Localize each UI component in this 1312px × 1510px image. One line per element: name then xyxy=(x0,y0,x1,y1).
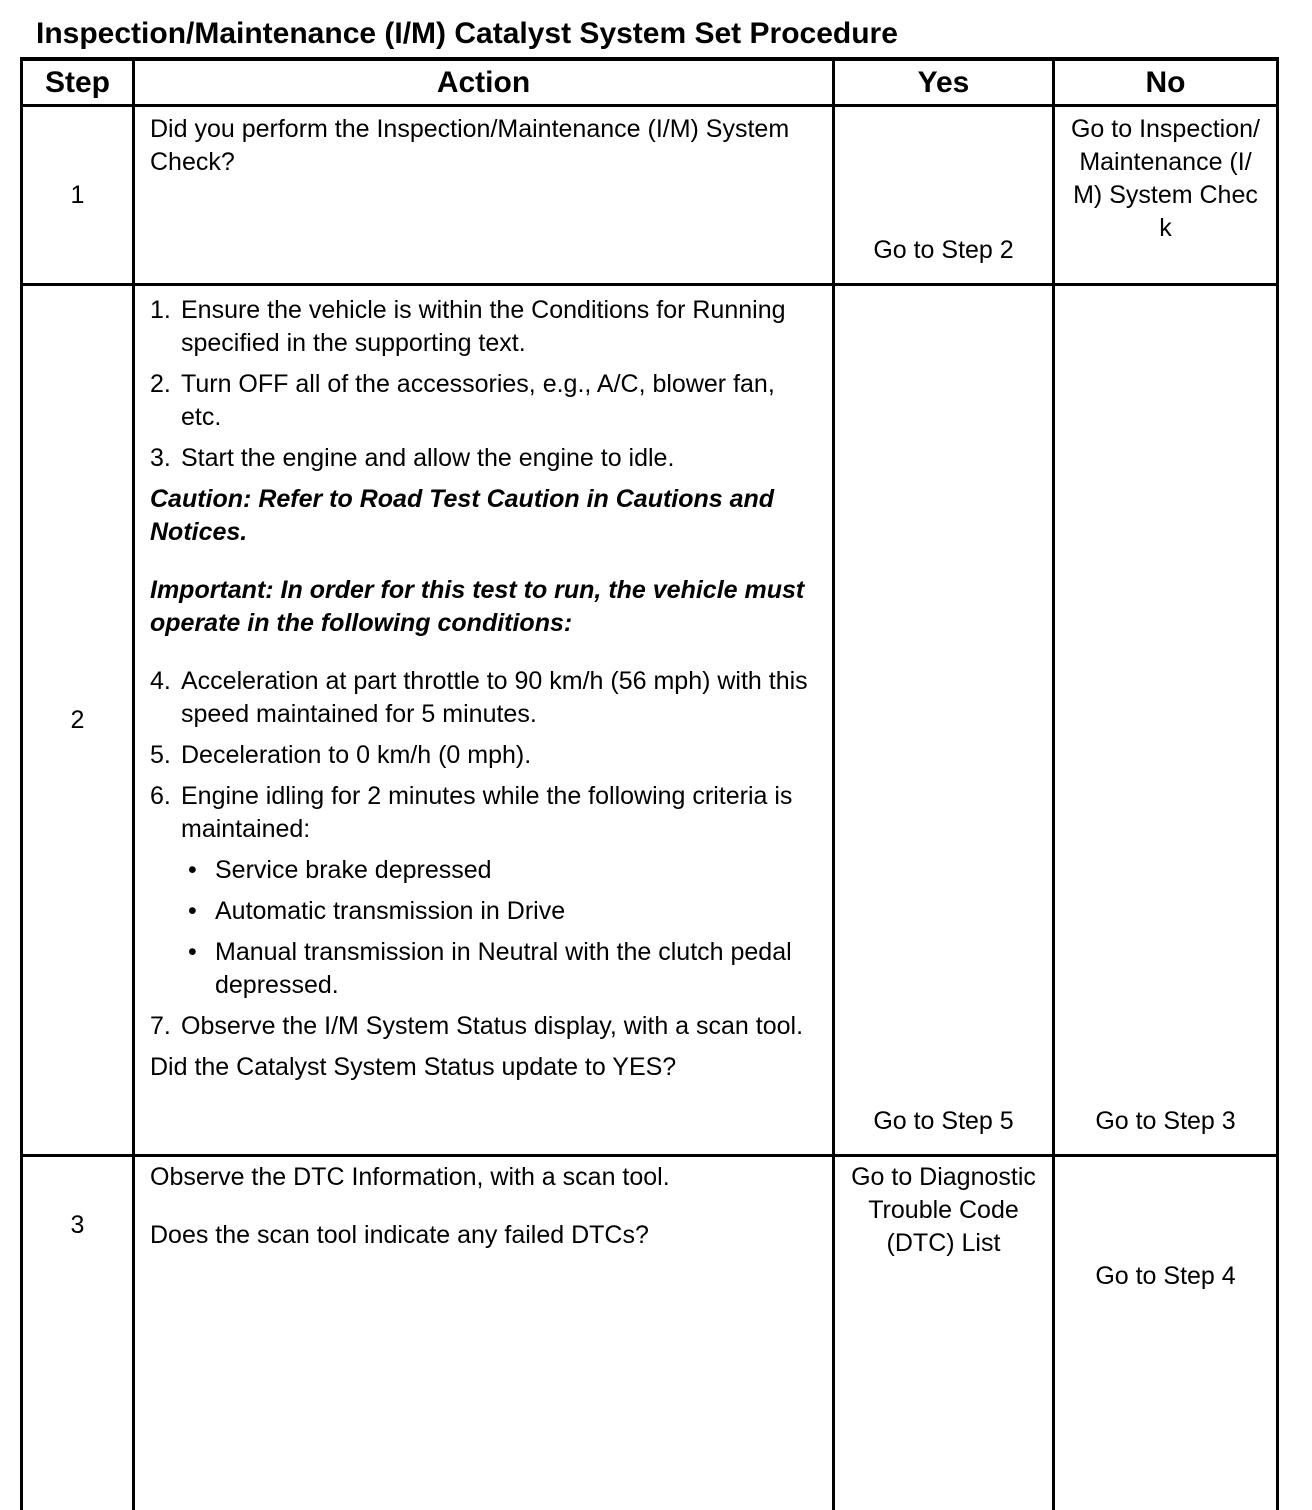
bullet-item xyxy=(150,854,818,887)
question-text: Did the Catalyst System Status update to YES? xyxy=(150,1051,818,1084)
action-text: Did you perform the Inspection/Maintenance (I/M) System Check? xyxy=(150,113,818,179)
procedure-table xyxy=(20,57,1279,1510)
list-item xyxy=(150,739,818,772)
step-number: 2 xyxy=(22,285,134,1156)
list-item xyxy=(150,1010,818,1043)
item-number: 7. xyxy=(150,1010,181,1043)
action-cell xyxy=(134,1156,834,1510)
list-item xyxy=(150,442,818,475)
bullet-text: Service brake depressed xyxy=(215,854,818,887)
item-number: 4. xyxy=(150,665,181,731)
bullet-text: Automatic transmission in Drive xyxy=(215,895,818,928)
yes-cell: Go to Diagnostic Trouble Code (DTC) List xyxy=(834,1156,1054,1510)
item-text: Start the engine and allow the engine to idle. xyxy=(181,442,818,475)
item-text: Acceleration at part throttle to 90 km/h (56 mph) with this speed maintained for 5 minutes. xyxy=(181,665,818,731)
item-number: 3. xyxy=(150,442,181,475)
caution-note: Caution: Refer to Road Test Caution in Cautions and Notices. xyxy=(150,483,818,549)
important-note: Important: In order for this test to run, the vehicle must operate in the following conditions: xyxy=(150,574,818,640)
yes-cell: Go to Step 2 xyxy=(834,106,1054,285)
item-text: Observe the I/M System Status display, with a scan tool. xyxy=(181,1010,818,1043)
step-number: 1 xyxy=(22,106,134,285)
header-action: Action xyxy=(134,59,834,106)
table-row xyxy=(22,106,1278,285)
yes-cell: Go to Step 5 xyxy=(834,285,1054,1156)
list-item xyxy=(150,294,818,360)
list-item xyxy=(150,368,818,434)
action-text: Observe the DTC Information, with a scan tool. xyxy=(150,1161,818,1194)
page-title: Inspection/Maintenance (I/M) Catalyst System Set Procedure xyxy=(36,14,898,54)
header-step: Step xyxy=(22,59,134,106)
item-text: Turn OFF all of the accessories, e.g., A/C, blower fan, etc. xyxy=(181,368,818,434)
no-cell: Go to Step 4 xyxy=(1054,1156,1278,1510)
no-cell xyxy=(1054,106,1278,285)
header-yes: Yes xyxy=(834,59,1054,106)
no-text: Go to Inspection/Maintenance (I/M) System Check xyxy=(1055,113,1276,245)
item-text: Ensure the vehicle is within the Conditions for Running specified in the supporting text. xyxy=(181,294,818,360)
item-number: 5. xyxy=(150,739,181,772)
table-row xyxy=(22,1156,1278,1510)
step-number: 3 xyxy=(22,1156,134,1510)
bullet-item xyxy=(150,895,818,928)
list-item xyxy=(150,665,818,731)
bullet-icon: • xyxy=(188,854,215,887)
item-text: Deceleration to 0 km/h (0 mph). xyxy=(181,739,818,772)
bullet-item xyxy=(150,936,818,1002)
table-row xyxy=(22,285,1278,1156)
list-item xyxy=(150,780,818,846)
bullet-icon: • xyxy=(188,936,215,1002)
item-number: 6. xyxy=(150,780,181,846)
item-number: 1. xyxy=(150,294,181,360)
question-text: Does the scan tool indicate any failed DTCs? xyxy=(150,1219,818,1252)
item-number: 2. xyxy=(150,368,181,434)
item-text: Engine idling for 2 minutes while the following criteria is maintained: xyxy=(181,780,818,846)
table-header-row xyxy=(22,59,1278,106)
action-cell xyxy=(134,106,834,285)
bullet-icon: • xyxy=(188,895,215,928)
header-no: No xyxy=(1054,59,1278,106)
action-cell xyxy=(134,285,834,1156)
no-cell: Go to Step 3 xyxy=(1054,285,1278,1156)
bullet-text: Manual transmission in Neutral with the clutch pedal depressed. xyxy=(215,936,818,1002)
